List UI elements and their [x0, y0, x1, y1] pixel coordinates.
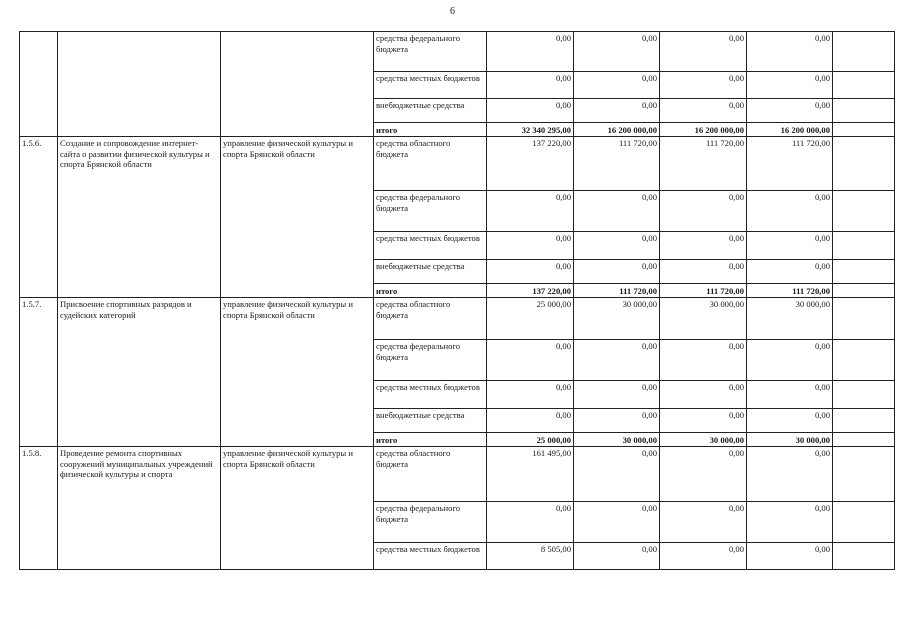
amount-cell: 0,00 — [487, 340, 574, 381]
blank-cell — [833, 381, 895, 409]
amount-cell: 0,00 — [574, 72, 660, 99]
blank-cell — [833, 232, 895, 260]
item-executor: управление физической культуры и спорта Брянской области — [221, 137, 374, 298]
amount-cell: 25 000,00 — [487, 433, 574, 447]
blank-cell — [833, 502, 895, 543]
funding-source: средства местных бюджетов — [374, 543, 487, 570]
funding-source: средства областного бюджета — [374, 298, 487, 340]
blank-cell — [833, 284, 895, 298]
blank-cell — [833, 298, 895, 340]
amount-cell: 0,00 — [487, 260, 574, 284]
funding-source: внебюджетные средства — [374, 260, 487, 284]
amount-cell: 0,00 — [574, 447, 660, 502]
amount-cell: 0,00 — [574, 543, 660, 570]
amount-cell: 0,00 — [747, 232, 833, 260]
amount-cell: 0,00 — [487, 409, 574, 433]
blank-cell — [833, 32, 895, 72]
amount-cell: 0,00 — [660, 340, 747, 381]
item-executor: управление физической культуры и спорта Брянской области — [221, 447, 374, 570]
amount-cell: 0,00 — [574, 191, 660, 232]
amount-cell: 0,00 — [747, 260, 833, 284]
amount-cell: 0,00 — [747, 447, 833, 502]
amount-cell: 111 720,00 — [574, 137, 660, 191]
amount-cell: 0,00 — [487, 72, 574, 99]
budget-table — [19, 31, 895, 570]
table-row — [20, 298, 895, 340]
amount-cell: 0,00 — [747, 32, 833, 72]
blank-cell — [833, 191, 895, 232]
amount-cell: 111 720,00 — [574, 284, 660, 298]
funding-source: внебюджетные средства — [374, 409, 487, 433]
page-number: 6 — [450, 6, 455, 17]
amount-cell: 8 505,00 — [487, 543, 574, 570]
amount-cell: 0,00 — [660, 32, 747, 72]
blank-cell — [833, 433, 895, 447]
funding-source: средства федерального бюджета — [374, 32, 487, 72]
amount-cell: 30 000,00 — [747, 433, 833, 447]
amount-cell: 30 000,00 — [574, 298, 660, 340]
funding-source: средства областного бюджета — [374, 137, 487, 191]
funding-source: средства местных бюджетов — [374, 232, 487, 260]
amount-cell: 0,00 — [487, 191, 574, 232]
item-number — [20, 32, 58, 137]
table-row — [20, 32, 895, 72]
blank-cell — [833, 72, 895, 99]
funding-source: средства федерального бюджета — [374, 191, 487, 232]
funding-source: средства местных бюджетов — [374, 381, 487, 409]
amount-cell: 0,00 — [660, 99, 747, 123]
funding-source: средства местных бюджетов — [374, 72, 487, 99]
amount-cell: 0,00 — [747, 340, 833, 381]
amount-cell: 0,00 — [487, 381, 574, 409]
amount-cell: 0,00 — [747, 543, 833, 570]
item-name — [58, 32, 221, 137]
item-number: 1.5.7. — [20, 298, 58, 447]
amount-cell: 0,00 — [747, 502, 833, 543]
amount-cell: 0,00 — [747, 409, 833, 433]
amount-cell: 25 000,00 — [487, 298, 574, 340]
amount-cell: 0,00 — [574, 340, 660, 381]
amount-cell: 0,00 — [487, 32, 574, 72]
item-number: 1.5.8. — [20, 447, 58, 570]
table-row — [20, 447, 895, 502]
amount-cell: 0,00 — [660, 409, 747, 433]
funding-source: итого — [374, 284, 487, 298]
amount-cell: 111 720,00 — [747, 137, 833, 191]
amount-cell: 0,00 — [574, 99, 660, 123]
amount-cell: 161 495,00 — [487, 447, 574, 502]
amount-cell: 16 200 000,00 — [747, 123, 833, 137]
table-row — [20, 137, 895, 191]
item-name: Проведение ремонта спортивных сооружений муниципальных учреждений физической культуры и спорта — [58, 447, 221, 570]
amount-cell: 30 000,00 — [574, 433, 660, 447]
amount-cell: 0,00 — [660, 447, 747, 502]
funding-source: внебюджетные средства — [374, 99, 487, 123]
blank-cell — [833, 447, 895, 502]
item-name: Создание и сопровождение интернет-сайта о развитии физической культуры и спорта Брянской области — [58, 137, 221, 298]
amount-cell: 0,00 — [487, 502, 574, 543]
funding-source: средства федерального бюджета — [374, 340, 487, 381]
amount-cell: 0,00 — [574, 381, 660, 409]
amount-cell: 0,00 — [660, 191, 747, 232]
amount-cell: 0,00 — [487, 99, 574, 123]
item-executor — [221, 32, 374, 137]
amount-cell: 0,00 — [574, 260, 660, 284]
amount-cell: 111 720,00 — [660, 137, 747, 191]
amount-cell: 30 000,00 — [747, 298, 833, 340]
blank-cell — [833, 543, 895, 570]
blank-cell — [833, 137, 895, 191]
funding-source: средства федерального бюджета — [374, 502, 487, 543]
amount-cell: 0,00 — [574, 409, 660, 433]
blank-cell — [833, 340, 895, 381]
amount-cell: 16 200 000,00 — [660, 123, 747, 137]
amount-cell: 0,00 — [574, 232, 660, 260]
item-executor: управление физической культуры и спорта Брянской области — [221, 298, 374, 447]
amount-cell: 0,00 — [660, 260, 747, 284]
funding-source: итого — [374, 433, 487, 447]
amount-cell: 111 720,00 — [660, 284, 747, 298]
blank-cell — [833, 123, 895, 137]
amount-cell: 0,00 — [487, 232, 574, 260]
amount-cell: 111 720,00 — [747, 284, 833, 298]
amount-cell: 0,00 — [660, 381, 747, 409]
amount-cell: 30 000,00 — [660, 433, 747, 447]
blank-cell — [833, 260, 895, 284]
amount-cell: 0,00 — [660, 72, 747, 99]
funding-source: средства областного бюджета — [374, 447, 487, 502]
amount-cell: 137 220,00 — [487, 137, 574, 191]
funding-source: итого — [374, 123, 487, 137]
amount-cell: 0,00 — [574, 32, 660, 72]
amount-cell: 30 000,00 — [660, 298, 747, 340]
blank-cell — [833, 99, 895, 123]
item-number: 1.5.6. — [20, 137, 58, 298]
amount-cell: 0,00 — [574, 502, 660, 543]
amount-cell: 32 340 295,00 — [487, 123, 574, 137]
item-name: Присвоение спортивных разрядов и судейских категорий — [58, 298, 221, 447]
amount-cell: 0,00 — [660, 543, 747, 570]
amount-cell: 0,00 — [747, 381, 833, 409]
amount-cell: 0,00 — [660, 502, 747, 543]
amount-cell: 0,00 — [747, 191, 833, 232]
amount-cell: 0,00 — [660, 232, 747, 260]
blank-cell — [833, 409, 895, 433]
amount-cell: 0,00 — [747, 99, 833, 123]
amount-cell: 16 200 000,00 — [574, 123, 660, 137]
amount-cell: 137 220,00 — [487, 284, 574, 298]
amount-cell: 0,00 — [747, 72, 833, 99]
